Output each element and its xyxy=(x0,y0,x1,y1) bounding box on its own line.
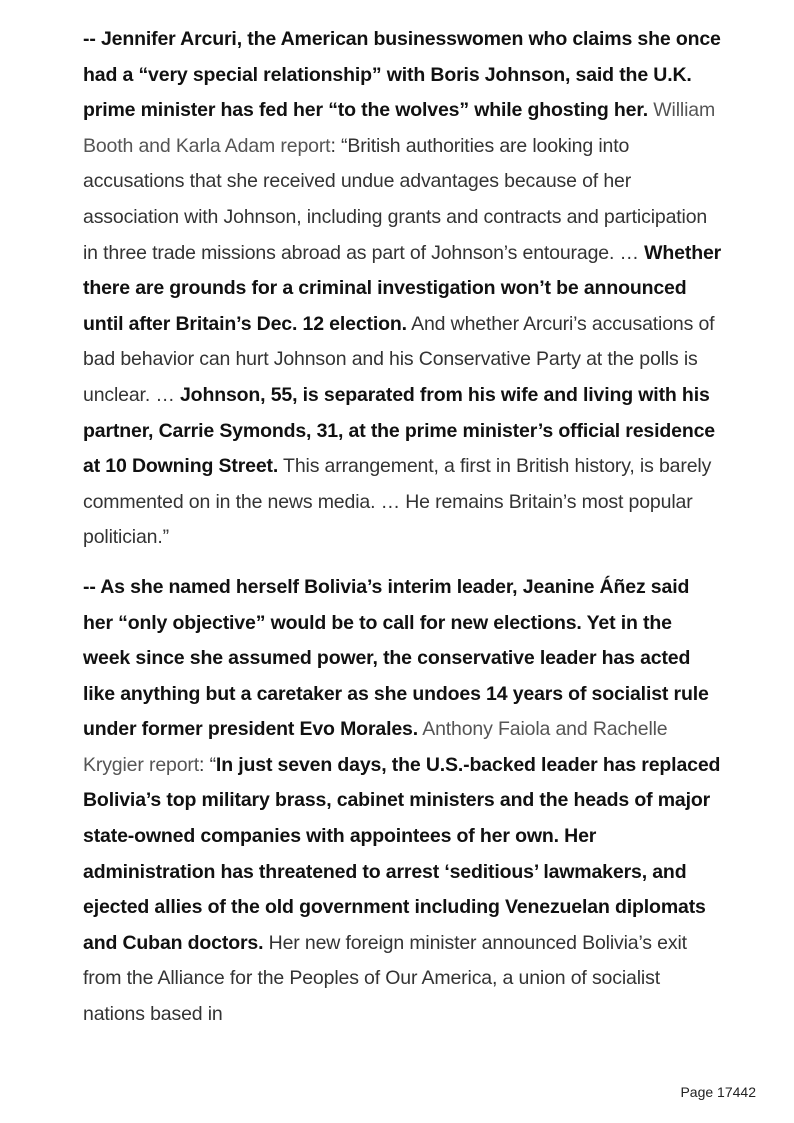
body-text: This arrangement, a first in British history, is barely commented on in the news media. … He remains Britain’s most popular politician.” xyxy=(83,455,712,549)
bold-text: Whether there are grounds for a criminal investigation won’t be announced until after Britain’s Dec. 12 election. xyxy=(83,241,722,335)
bold-text: Johnson, 55, is separated from his wife and living with his partner, Carrie Symonds, 31, at the prime minister’s official residence at 10 Downing Street. xyxy=(83,383,716,478)
report-link[interactable]: Anthony Faiola and Rachelle Krygier report xyxy=(83,718,668,776)
body-text: And whether Arcuri’s accusations of bad behavior can hurt Johnson and his Conservative Party at the polls is unclear. … xyxy=(83,312,715,406)
body-text: Her new foreign minister announced Bolivia’s exit from the Alliance for the Peoples of Our America, a union of socialist nations based in xyxy=(83,931,687,1026)
paragraph-arcuri xyxy=(83,22,723,556)
bold-lead: -- As she named herself Bolivia’s interim leader, Jeanine Áñez said her “only objective” would be to call for new elections. Yet in the week since she assumed power, the conservative leader has acted like anything but a caretaker as she undoes 14 years of socialist rule under former president Evo Morales. xyxy=(83,575,709,741)
bold-lead: -- Jennifer Arcuri, the American businesswomen who claims she once had a “very special relationship” with Boris Johnson, said the U.K. prime minister has fed her “to the wolves” while ghosting her. xyxy=(83,28,721,122)
body-text: : “ xyxy=(199,753,216,776)
paragraph-bolivia xyxy=(83,570,723,1033)
page-number: Page 17442 xyxy=(680,1084,756,1100)
body-text: : “British authorities are looking into accusations that she received undue advantages because of her association with Johnson, including grants and contracts and participation in three trade missions abroad as part of Johnson’s entourage. … xyxy=(83,134,708,264)
report-link[interactable]: William Booth and Karla Adam report xyxy=(83,99,716,157)
article-body xyxy=(83,22,723,1033)
bold-text: In just seven days, the U.S.-backed leader has replaced Bolivia’s top military brass, cabinet ministers and the heads of major state-owned companies with appointees of her own. Her administration has threatened to arrest ‘seditious’ lawmakers, and ejected allies of the old government including Venezuelan diplomats and Cuban doctors. xyxy=(83,753,721,954)
